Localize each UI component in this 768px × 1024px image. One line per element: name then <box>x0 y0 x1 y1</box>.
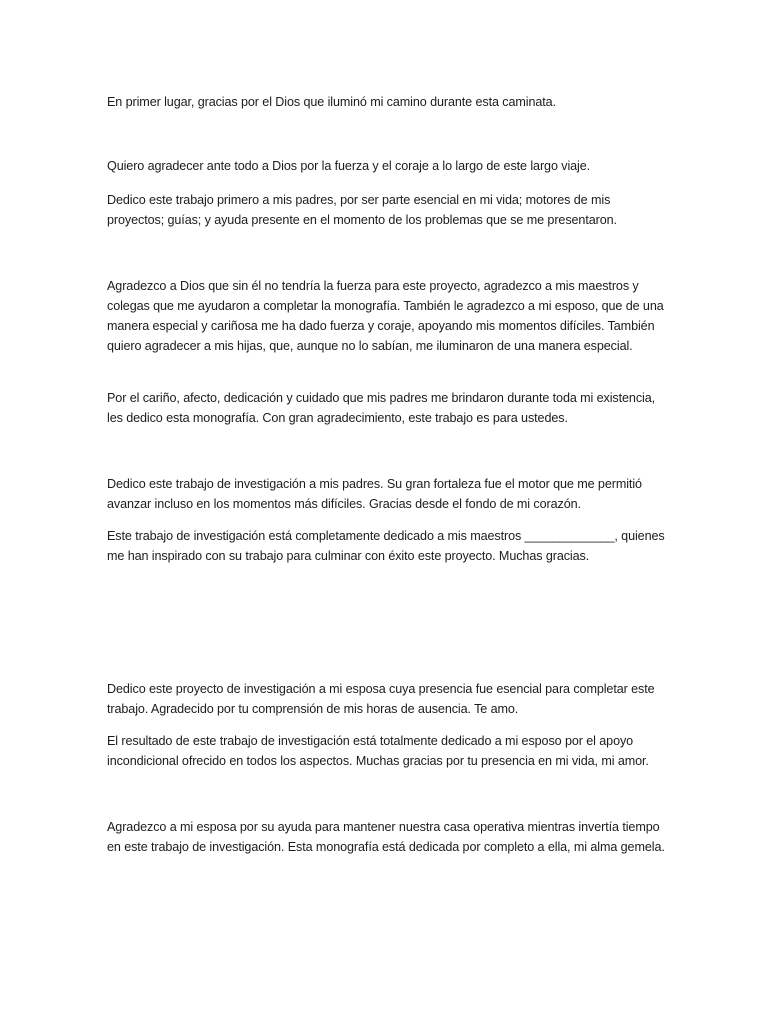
paragraph-6: Dedico este trabajo de investigación a mis padres. Su gran fortaleza fue el motor que me permitió avanzar incluso en los momentos más difíciles. Gracias desde el fondo de mi corazón. <box>107 477 642 511</box>
paragraph-1: En primer lugar, gracias por el Dios que iluminó mi camino durante esta caminata. <box>107 95 556 109</box>
paragraph-4: Agradezco a Dios que sin él no tendría la fuerza para este proyecto, agradezco a mis maestros y colegas que me ayudaron a completar la monografía. También le agradezco a mi esposo, que de una manera especial y cariñosa me ha dado fuerza y coraje, apoyando mis momentos difíciles. También quiero agradecer a mis hijas, que, aunque no lo sabían, me iluminaron de una manera especial. <box>107 279 664 353</box>
paragraph-10: Agradezco a mi esposa por su ayuda para mantener nuestra casa operativa mientras invertía tiempo en este trabajo de investigación. Esta monografía está dedicada por completo a ella, mi alma gemela. <box>107 820 665 854</box>
paragraph-8: Dedico este proyecto de investigación a mi esposa cuya presencia fue esencial para completar este trabajo. Agradecido por tu comprensión de mis horas de ausencia. Te amo. <box>107 682 655 716</box>
paragraph-3: Dedico este trabajo primero a mis padres, por ser parte esencial en mi vida; motores de mis proyectos; guías; y ayuda presente en el momento de los problemas que se me presentaron. <box>107 193 617 227</box>
paragraph-7: Este trabajo de investigación está completamente dedicado a mis maestros _____________, quienes me han inspirado con su trabajo para culminar con éxito este proyecto. Muchas gracias. <box>107 529 665 563</box>
paragraph-9: El resultado de este trabajo de investigación está totalmente dedicado a mi esposo por el apoyo incondicional ofrecido en todos los aspectos. Muchas gracias por tu presencia en mi vida, mi amor. <box>107 734 649 768</box>
paragraph-5: Por el cariño, afecto, dedicación y cuidado que mis padres me brindaron durante toda mi existencia, les dedico esta monografía. Con gran agradecimiento, este trabajo es para ustedes. <box>107 391 656 425</box>
paragraph-2: Quiero agradecer ante todo a Dios por la fuerza y el coraje a lo largo de este largo viaje. <box>107 159 591 173</box>
